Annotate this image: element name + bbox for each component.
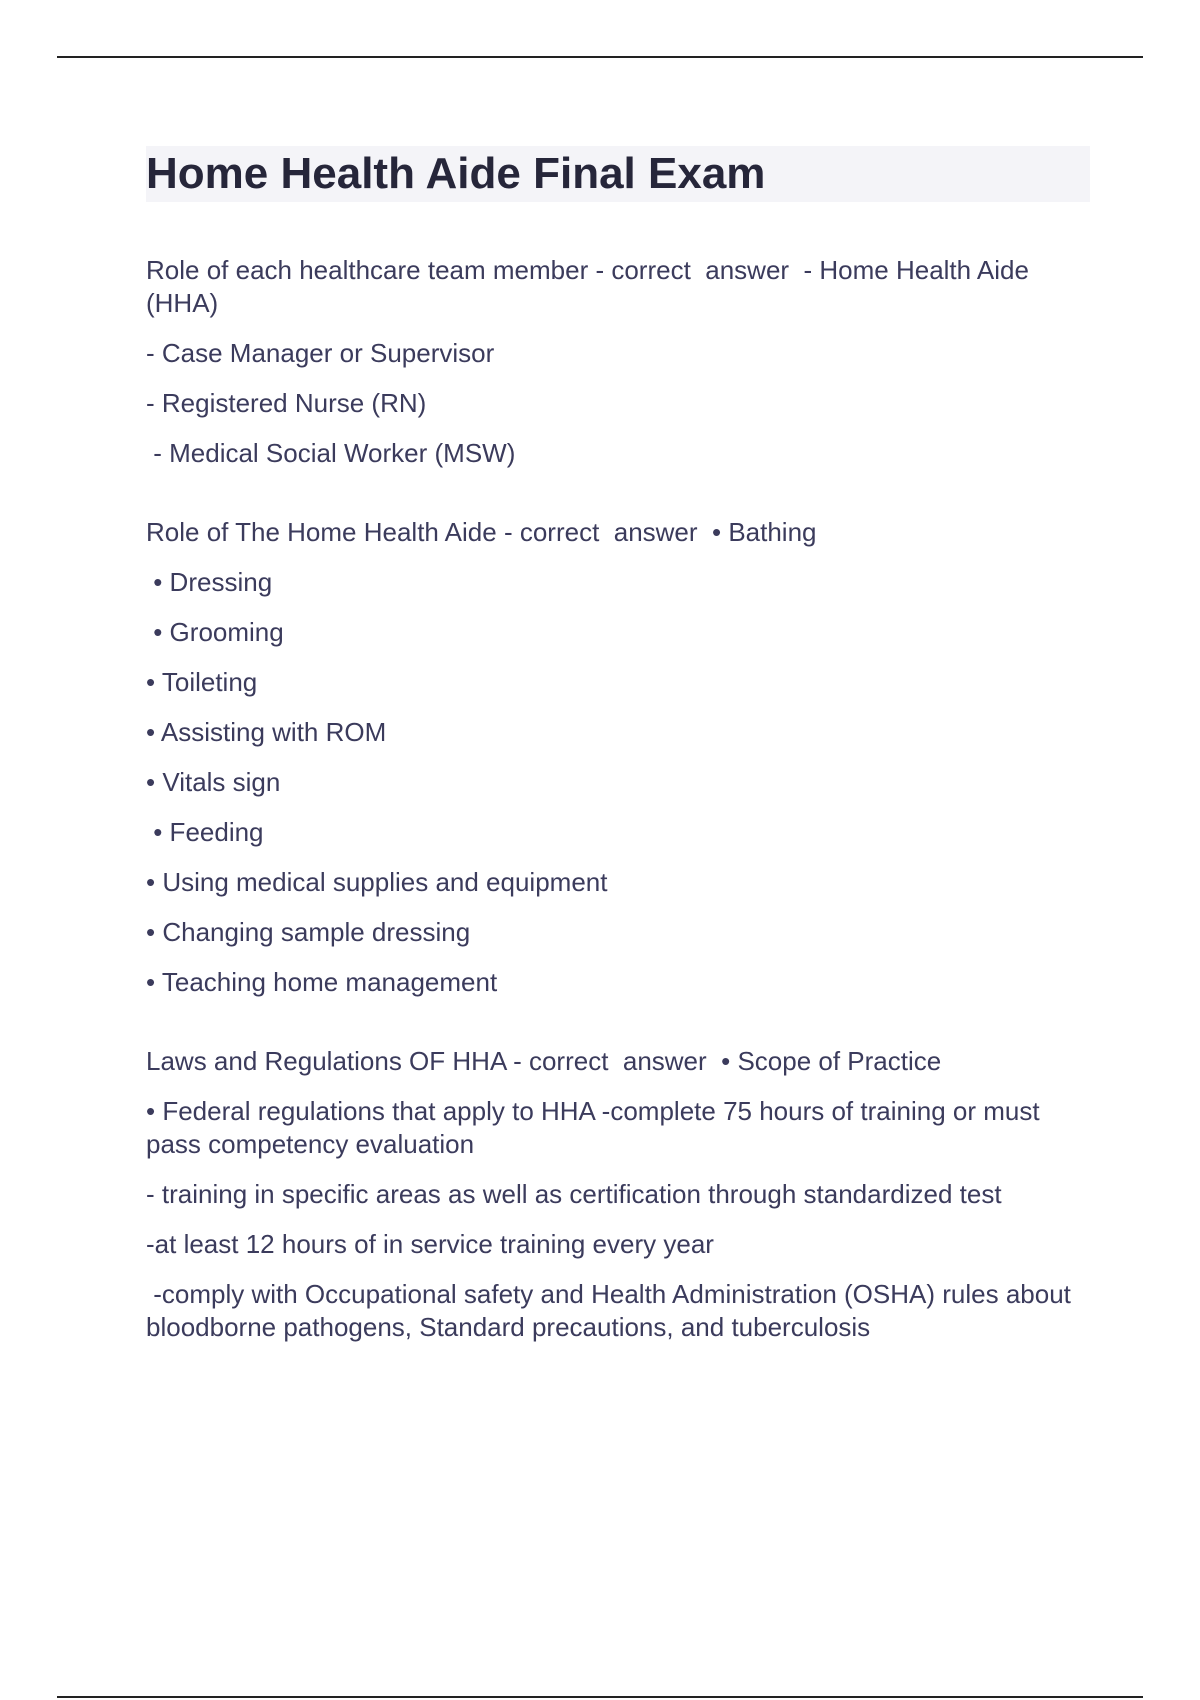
answer-line: - Medical Social Worker (MSW) bbox=[146, 438, 516, 468]
section-hha-role bbox=[146, 516, 1090, 999]
title-band bbox=[146, 146, 1090, 202]
document-body bbox=[146, 146, 1090, 1361]
answer-line: • Changing sample dressing bbox=[146, 917, 471, 947]
answer-line: -comply with Occupational safety and Health Administration (OSHA) rules about bloodborne pathogens, Standard precautions, and tuberculosis bbox=[146, 1279, 1079, 1342]
answer-line: • Feeding bbox=[146, 817, 264, 847]
question-line: Laws and Regulations OF HHA - correct answer • Scope of Practice bbox=[146, 1046, 942, 1076]
answer-line: • Dressing bbox=[146, 567, 273, 597]
answer-line: - training in specific areas as well as certification through standardized test bbox=[146, 1179, 1002, 1209]
answer-line: - Registered Nurse (RN) bbox=[146, 388, 427, 418]
answer-line: • Teaching home management bbox=[146, 967, 498, 997]
bottom-divider bbox=[57, 1696, 1143, 1698]
answer-line: - Case Manager or Supervisor bbox=[146, 338, 495, 368]
question-line: Role of The Home Health Aide - correct answer • Bathing bbox=[146, 517, 817, 547]
answer-line: • Assisting with ROM bbox=[146, 717, 387, 747]
answer-line: • Federal regulations that apply to HHA -complete 75 hours of training or must pass competency evaluation bbox=[146, 1096, 1047, 1159]
answer-line: • Toileting bbox=[146, 667, 258, 697]
section-laws-regulations bbox=[146, 1045, 1090, 1344]
question-line: Role of each healthcare team member - correct answer - Home Health Aide (HHA) bbox=[146, 255, 1037, 318]
answer-line: • Using medical supplies and equipment bbox=[146, 867, 608, 897]
answer-line: • Vitals sign bbox=[146, 767, 281, 797]
answer-line: • Grooming bbox=[146, 617, 284, 647]
page-title: Home Health Aide Final Exam bbox=[146, 149, 766, 198]
section-team-roles bbox=[146, 254, 1090, 470]
answer-line: -at least 12 hours of in service training every year bbox=[146, 1229, 714, 1259]
top-divider bbox=[57, 56, 1143, 58]
